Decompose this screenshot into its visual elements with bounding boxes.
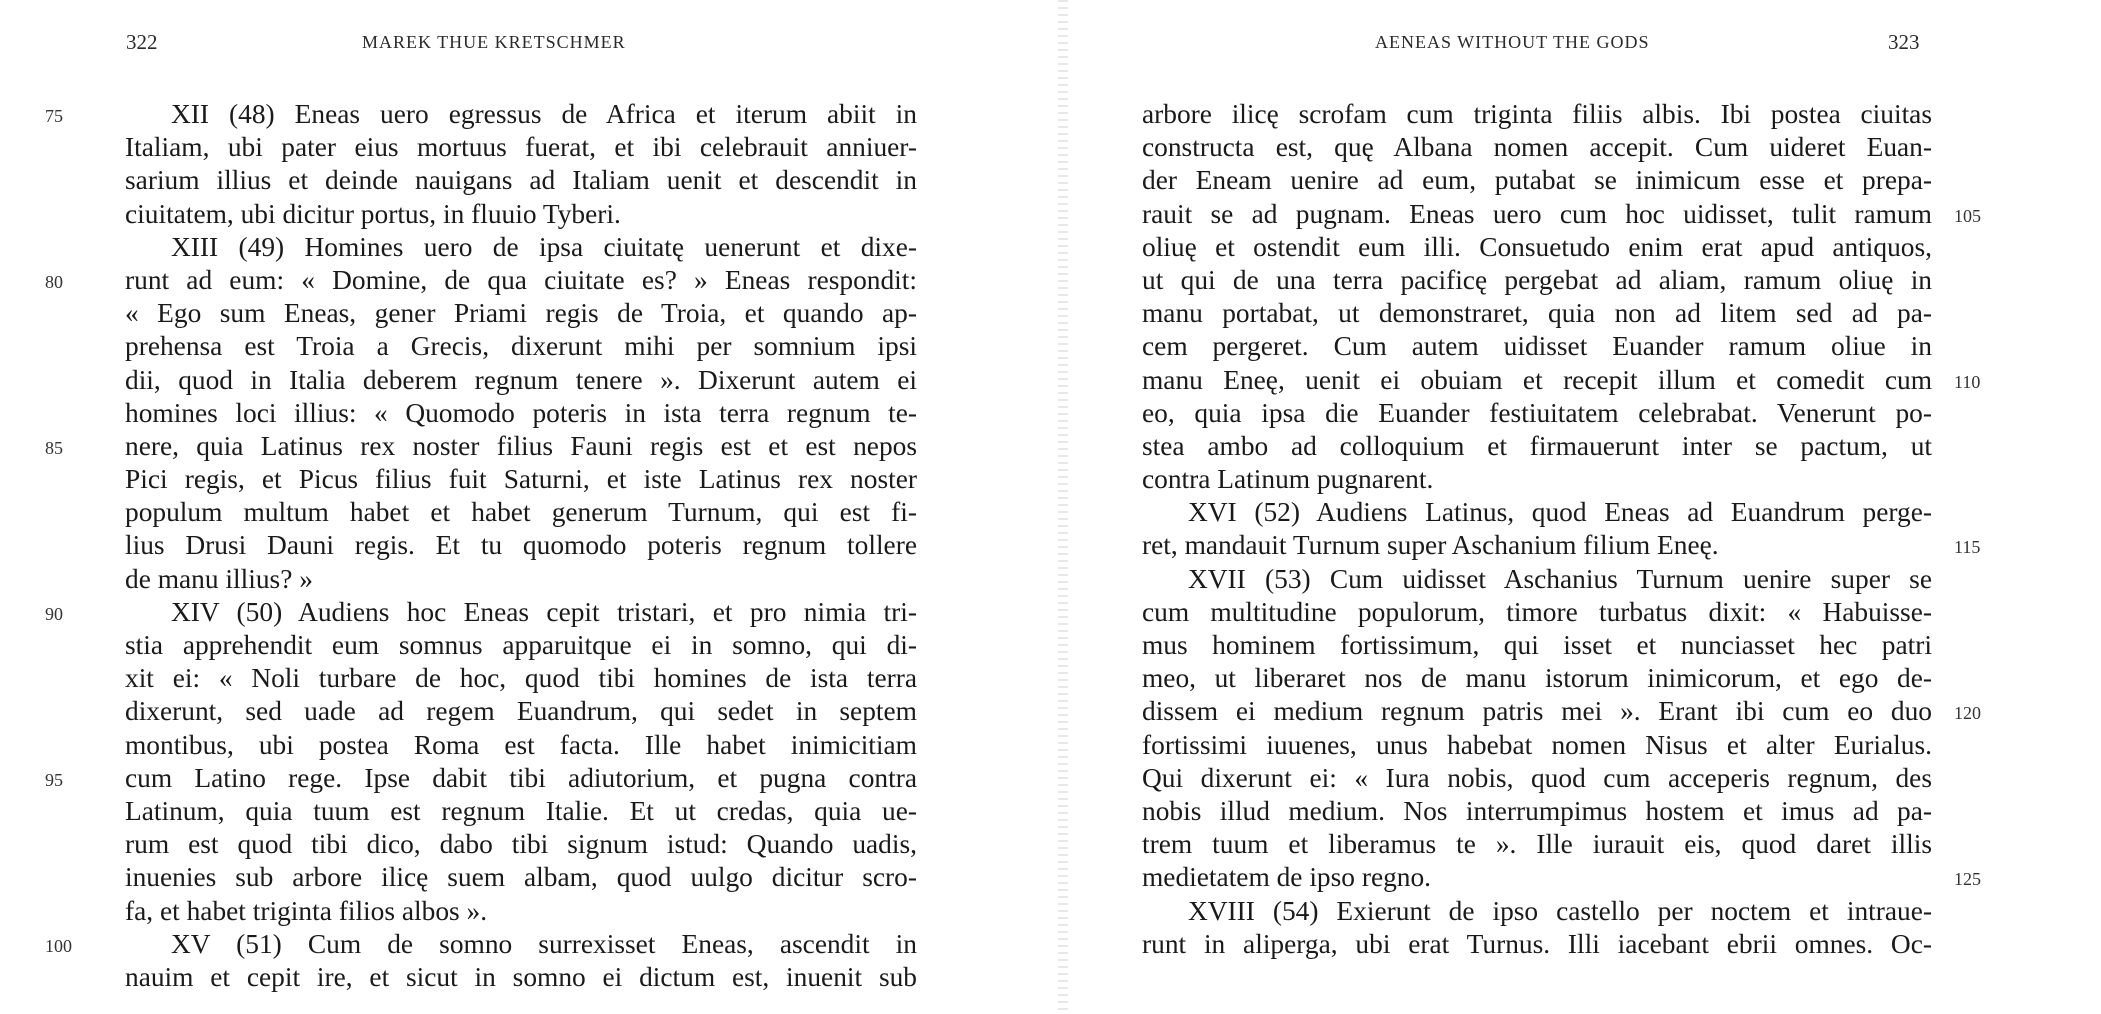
text-line xyxy=(45,98,917,131)
book-gutter xyxy=(1058,0,1068,1014)
line-number: 105 xyxy=(1954,205,1981,226)
text-line xyxy=(1142,297,1932,330)
line-text: cum multitudine populorum, timore turbatus dixit: « Habuisse- xyxy=(1142,596,1932,627)
line-number: 115 xyxy=(1954,537,1981,558)
text-line xyxy=(125,629,917,662)
line-text: montibus, ubi postea Roma est facta. Ille habet inimicitiam xyxy=(125,729,917,760)
text-line xyxy=(1142,629,1932,662)
line-number: 125 xyxy=(1954,869,1981,890)
text-line xyxy=(45,596,917,629)
text-line xyxy=(125,861,917,894)
line-text: lius Drusi Dauni regis. Et tu quomodo poteris regnum tollere xyxy=(125,530,917,561)
line-text: Pici regis, et Picus filius fuit Saturni, et iste Latinus rex noster xyxy=(125,464,917,495)
text-line xyxy=(1142,795,1932,828)
text-line xyxy=(125,463,917,496)
text-line xyxy=(1142,828,1932,861)
text-line xyxy=(1142,463,1932,496)
text-line xyxy=(1142,198,1981,231)
text-line xyxy=(125,729,917,762)
text-line xyxy=(125,164,917,197)
text-line xyxy=(45,928,917,961)
line-text: XVIII (54) Exierunt de ipso castello per noctem et intraue- xyxy=(1188,895,1932,926)
line-text: homines loci illius: « Quomodo poteris in ista terra regnum te- xyxy=(125,397,917,428)
text-line xyxy=(1142,729,1932,762)
text-line xyxy=(125,330,917,363)
running-head-right: AENEAS WITHOUT THE GODS xyxy=(1375,32,1650,52)
line-text: rauit se ad pugnam. Eneas uero cum hoc uidisset, tulit ramum xyxy=(1142,198,1932,229)
line-text: dissem ei medium regnum patris mei ». Erant ibi cum eo duo xyxy=(1142,696,1932,727)
text-line xyxy=(125,231,917,264)
line-text: de manu illius? » xyxy=(125,563,313,594)
line-text: arbore ilicę scrofam cum triginta filiis albis. Ibi postea ciuitas xyxy=(1142,99,1932,129)
text-line xyxy=(125,695,917,728)
line-text: XII (48) Eneas uero egressus de Africa et iterum abiit in xyxy=(171,99,917,129)
text-line xyxy=(125,563,917,596)
line-text: ciuitatem, ubi dicitur portus, in fluuio Tyberi. xyxy=(125,198,621,229)
left-page-text xyxy=(45,98,917,994)
line-text: nauim et cepit ire, et sicut in somno ei dictum est, inuenit sub xyxy=(125,961,917,992)
line-text: meo, ut liberaret nos de manu istorum inimicorum, et ego de- xyxy=(1142,663,1932,694)
line-text: oliuę et ostendit eum illi. Consuetudo enim erat apud antiquos, xyxy=(1142,231,1932,262)
line-text: XV (51) Cum de somno surrexisset Eneas, ascendit in xyxy=(171,928,917,959)
line-text: eo, quia ipsa die Euander festiuitatem celebrabat. Venerunt po- xyxy=(1142,397,1932,428)
page-number-right: 323 xyxy=(1888,30,1920,54)
text-line xyxy=(1142,529,1981,562)
text-line xyxy=(1142,662,1932,695)
line-text: fortissimi iuuenes, unus habebat nomen Nisus et alter Eurialus. xyxy=(1142,729,1932,760)
text-line xyxy=(125,529,917,562)
line-text: rum est quod tibi dico, dabo tibi signum istud: Quando uadis, xyxy=(125,829,917,860)
text-line xyxy=(125,895,917,928)
line-number: 90 xyxy=(45,603,63,624)
text-line xyxy=(1142,895,1932,928)
text-line xyxy=(1142,397,1932,430)
line-text: cum Latino rege. Ipse dabit tibi adiutorium, et pugna contra xyxy=(125,762,917,793)
text-line xyxy=(1142,430,1932,463)
text-line xyxy=(125,828,917,861)
line-text: manu portabat, ut demonstraret, quia non ad litem sed ad pa- xyxy=(1142,298,1932,329)
line-text: prehensa est Troia a Grecis, dixerunt mihi per somnium ipsi xyxy=(125,331,917,362)
line-text: XVI (52) Audiens Latinus, quod Eneas ad Euandrum perge- xyxy=(1188,497,1932,528)
line-text: manu Eneę, uenit ei obuiam et recepit illum et comedit cum xyxy=(1142,364,1932,395)
line-text: constructa est, quę Albana nomen accepit. Cum uideret Euan- xyxy=(1142,132,1932,163)
line-text: cem pergeret. Cum autem uidisset Euander ramum oliue in xyxy=(1142,331,1932,362)
text-line xyxy=(1142,762,1932,795)
line-text: dixerunt, sed uade ad regem Euandrum, qui sedet in septem xyxy=(125,696,917,727)
line-number: 75 xyxy=(45,106,63,126)
line-text: inuenies sub arbore ilicę suem albam, quod uulgo dicitur scro- xyxy=(125,862,917,893)
line-number: 95 xyxy=(45,769,63,790)
page-number-left: 322 xyxy=(126,30,158,54)
text-line xyxy=(125,662,917,695)
line-text: ut qui de una terra pacificę pergebat ad aliam, ramum oliuę in xyxy=(1142,264,1932,295)
line-number: 85 xyxy=(45,437,63,458)
line-text: stea ambo ad colloquium et firmauerunt inter se pactum, ut xyxy=(1142,430,1932,461)
line-text: contra Latinum pugnarent. xyxy=(1142,464,1434,495)
text-line xyxy=(125,795,917,828)
line-text: nobis illud medium. Nos interrumpimus hostem et imus ad pa- xyxy=(1142,795,1932,826)
line-text: xit ei: « Noli turbare de hoc, quod tibi homines de ista terra xyxy=(125,663,917,694)
text-line xyxy=(1142,928,1932,961)
line-number: 110 xyxy=(1954,371,1981,392)
text-line xyxy=(1142,496,1932,529)
line-text: stia apprehendit eum somnus apparuitque ei in somno, qui di- xyxy=(125,630,917,660)
line-text: XVII (53) Cum uidisset Aschanius Turnum uenire super se xyxy=(1188,563,1932,594)
line-text: Latinum, quia tuum est regnum Italie. Et ut credas, quia ue- xyxy=(125,795,917,826)
line-text: mus hominem fortissimum, qui isset et nunciasset hec patri xyxy=(1142,630,1932,660)
text-line xyxy=(125,397,917,430)
line-text: XIII (49) Homines uero de ipsa ciuitatę uenerunt et dixe- xyxy=(171,231,917,262)
line-text: populum multum habet et habet generum Turnum, qui est fi- xyxy=(125,497,917,528)
text-line xyxy=(1142,596,1932,629)
line-text: ret, mandauit Turnum super Aschanium filium Eneę. xyxy=(1142,530,1719,561)
text-line xyxy=(1142,98,1932,131)
line-number: 100 xyxy=(45,935,72,956)
line-text: fa, et habet triginta filios albos ». xyxy=(125,895,488,926)
text-line xyxy=(1142,364,1981,397)
text-line xyxy=(125,297,917,330)
running-head-left: MAREK THUE KRETSCHMER xyxy=(362,32,626,52)
line-number: 80 xyxy=(45,271,63,292)
text-line xyxy=(125,131,917,164)
line-text: « Ego sum Eneas, gener Priami regis de Troia, et quando ap- xyxy=(125,298,917,329)
text-line xyxy=(125,364,917,397)
text-line xyxy=(125,496,917,529)
line-text: Italiam, ubi pater eius mortuus fuerat, et ibi celebrauit anniuer- xyxy=(125,132,917,163)
line-text: runt ad eum: « Domine, de qua ciuitate es? » Eneas respondit: xyxy=(125,264,917,295)
line-text: Qui dixerunt ei: « Iura nobis, quod cum acceperis regnum, des xyxy=(1142,762,1932,793)
line-text: XIV (50) Audiens hoc Eneas cepit tristari, et pro nimia tri- xyxy=(171,596,917,627)
text-line xyxy=(125,198,917,231)
text-line xyxy=(1142,231,1932,264)
text-line xyxy=(1142,164,1932,197)
line-text: der Eneam uenire ad eum, putabat se inimicum esse et prepa- xyxy=(1142,165,1932,196)
right-page-text xyxy=(1142,98,1981,961)
text-line xyxy=(45,430,917,463)
text-line xyxy=(1142,861,1981,894)
text-line xyxy=(1142,264,1932,297)
text-line xyxy=(1142,695,1981,728)
text-line xyxy=(45,264,917,297)
line-text: runt in aliperga, ubi erat Turnus. Illi iacebant ebrii omnes. Oc- xyxy=(1142,928,1932,959)
line-text: dii, quod in Italia deberem regnum tenere ». Dixerunt autem ei xyxy=(125,364,917,395)
line-text: sarium illius et deinde nauigans ad Italiam uenit et descendit in xyxy=(125,165,917,196)
line-text: medietatem de ipso regno. xyxy=(1142,862,1432,893)
text-line xyxy=(1142,563,1932,596)
text-line xyxy=(125,961,917,994)
right-page xyxy=(1068,0,2101,1014)
text-line xyxy=(1142,131,1932,164)
line-text: trem tuum et liberamus te ». Ille iurauit eis, quod daret illis xyxy=(1142,829,1932,860)
text-line xyxy=(45,762,917,795)
line-text: nere, quia Latinus rex noster filius Fauni regis est et est nepos xyxy=(125,430,917,461)
text-line xyxy=(1142,330,1932,363)
line-number: 120 xyxy=(1954,703,1981,724)
